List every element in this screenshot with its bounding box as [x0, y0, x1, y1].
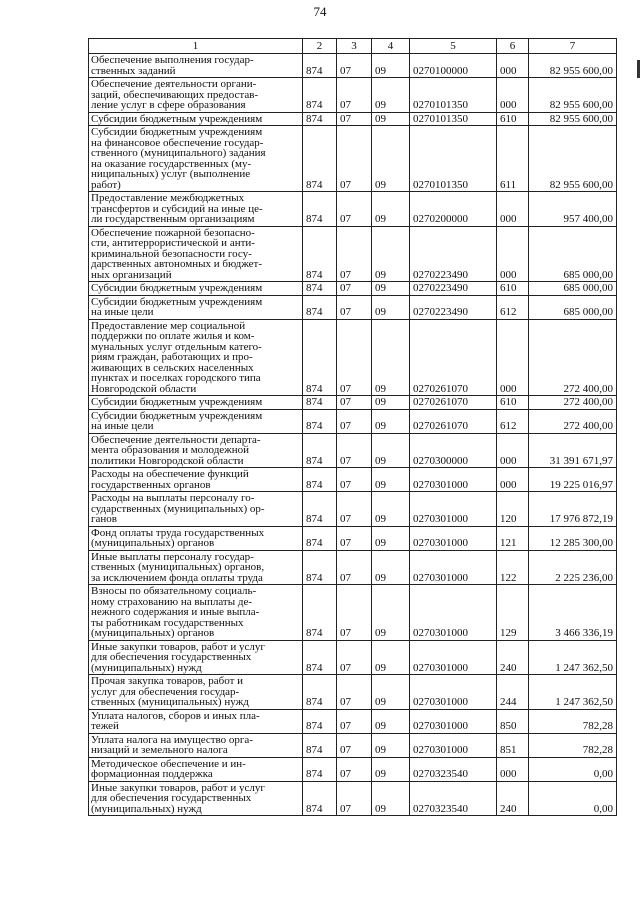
row-subsection-cell: 09 [372, 226, 410, 282]
row-code-cell: 874 [303, 112, 337, 126]
row-section-cell: 07 [337, 319, 372, 396]
table-row [89, 295, 617, 319]
row-subsection-cell: 09 [372, 112, 410, 126]
row-target-cell: 0270323540 [410, 781, 497, 816]
row-code-cell: 874 [303, 319, 337, 396]
table-row [89, 112, 617, 126]
row-section-cell: 07 [337, 295, 372, 319]
row-code-cell: 874 [303, 409, 337, 433]
row-type-cell: 611 [497, 126, 529, 192]
row-section-cell: 07 [337, 433, 372, 468]
row-subsection-cell: 09 [372, 409, 410, 433]
header-cell: 7 [529, 39, 617, 54]
header-cell: 5 [410, 39, 497, 54]
row-subsection-cell: 09 [372, 433, 410, 468]
row-amount-cell: 2 225 236,00 [529, 550, 617, 585]
row-subsection-cell: 09 [372, 640, 410, 675]
row-section-cell: 07 [337, 585, 372, 641]
row-type-cell: 000 [497, 757, 529, 781]
table-row [89, 126, 617, 192]
row-code-cell: 874 [303, 585, 337, 641]
row-amount-cell: 0,00 [529, 781, 617, 816]
row-type-cell: 610 [497, 396, 529, 410]
row-name-cell: Предоставление межбюджетных трансфертов и субсидий на иные це- ли государственным организациям [89, 192, 303, 227]
row-name-cell: Взносы по обязательному социаль- ному страхованию на выплаты де- нежного содержания и иные выпла- ты работникам государственных (муниципальных) органов [89, 585, 303, 641]
row-section-cell: 07 [337, 282, 372, 296]
row-code-cell: 874 [303, 295, 337, 319]
row-target-cell: 0270301000 [410, 675, 497, 710]
row-target-cell: 0270301000 [410, 468, 497, 492]
row-name-cell: Обеспечение выполнения государ- ственных заданий [89, 54, 303, 78]
table-row [89, 492, 617, 527]
row-name-cell: Иные выплаты персоналу государ- ственных (муниципальных) органов, за исключением фонда оплаты труда [89, 550, 303, 585]
row-target-cell: 0270261070 [410, 409, 497, 433]
header-cell: 2 [303, 39, 337, 54]
row-target-cell: 0270301000 [410, 550, 497, 585]
row-section-cell: 07 [337, 781, 372, 816]
table-row [89, 733, 617, 757]
row-name-cell: Субсидии бюджетным учреждениям [89, 396, 303, 410]
row-type-cell: 610 [497, 112, 529, 126]
row-code-cell: 874 [303, 733, 337, 757]
row-target-cell: 0270301000 [410, 585, 497, 641]
table-row [89, 757, 617, 781]
row-section-cell: 07 [337, 675, 372, 710]
table-row [89, 781, 617, 816]
row-amount-cell: 685 000,00 [529, 226, 617, 282]
row-section-cell: 07 [337, 409, 372, 433]
row-code-cell: 874 [303, 675, 337, 710]
row-subsection-cell: 09 [372, 468, 410, 492]
row-subsection-cell: 09 [372, 126, 410, 192]
row-amount-cell: 0,00 [529, 757, 617, 781]
table-row [89, 226, 617, 282]
row-target-cell: 0270323540 [410, 757, 497, 781]
row-code-cell: 874 [303, 126, 337, 192]
row-target-cell: 0270100000 [410, 54, 497, 78]
row-target-cell: 0270301000 [410, 640, 497, 675]
row-name-cell: Иные закупки товаров, работ и услуг для обеспечения государственных (муниципальных) нужд [89, 640, 303, 675]
table-row [89, 433, 617, 468]
row-type-cell: 000 [497, 468, 529, 492]
row-subsection-cell: 09 [372, 282, 410, 296]
row-subsection-cell: 09 [372, 733, 410, 757]
row-subsection-cell: 09 [372, 526, 410, 550]
row-name-cell: Субсидии бюджетным учреждениям [89, 112, 303, 126]
row-type-cell: 000 [497, 226, 529, 282]
row-code-cell: 874 [303, 192, 337, 227]
row-target-cell: 0270200000 [410, 192, 497, 227]
row-type-cell: 000 [497, 78, 529, 113]
table-row [89, 282, 617, 296]
row-type-cell: 000 [497, 54, 529, 78]
row-subsection-cell: 09 [372, 585, 410, 641]
row-subsection-cell: 09 [372, 550, 410, 585]
row-amount-cell: 272 400,00 [529, 319, 617, 396]
row-name-cell: Обеспечение пожарной безопасно- сти, антитеррористической и анти- криминальной безопасности госу- дарственных автономных и бюджет- ных организаций [89, 226, 303, 282]
row-subsection-cell: 09 [372, 192, 410, 227]
table-row [89, 192, 617, 227]
row-amount-cell: 31 391 671,97 [529, 433, 617, 468]
row-amount-cell: 685 000,00 [529, 295, 617, 319]
header-cell: 4 [372, 39, 410, 54]
row-subsection-cell: 09 [372, 54, 410, 78]
row-amount-cell: 82 955 600,00 [529, 78, 617, 113]
row-code-cell: 874 [303, 78, 337, 113]
table-row [89, 468, 617, 492]
row-subsection-cell: 09 [372, 78, 410, 113]
row-type-cell: 122 [497, 550, 529, 585]
row-type-cell: 240 [497, 640, 529, 675]
row-amount-cell: 685 000,00 [529, 282, 617, 296]
row-type-cell: 610 [497, 282, 529, 296]
row-section-cell: 07 [337, 78, 372, 113]
row-type-cell: 612 [497, 409, 529, 433]
table-row [89, 78, 617, 113]
row-target-cell: 0270261070 [410, 396, 497, 410]
row-name-cell: Иные закупки товаров, работ и услуг для обеспечения государственных (муниципальных) нужд [89, 781, 303, 816]
row-amount-cell: 82 955 600,00 [529, 112, 617, 126]
row-code-cell: 874 [303, 54, 337, 78]
table-row [89, 396, 617, 410]
row-amount-cell: 782,28 [529, 709, 617, 733]
row-section-cell: 07 [337, 126, 372, 192]
row-type-cell: 851 [497, 733, 529, 757]
table-row [89, 640, 617, 675]
row-name-cell: Предоставление мер социальной поддержки по оплате жилья и ком- мунальных услуг отдельным катего- риям граждан, работающих и про- живающих в сельских населенных пунктах и поселках городского типа Новгородской области [89, 319, 303, 396]
row-amount-cell: 1 247 362,50 [529, 640, 617, 675]
row-type-cell: 129 [497, 585, 529, 641]
header-cell: 1 [89, 39, 303, 54]
row-target-cell: 0270301000 [410, 709, 497, 733]
row-name-cell: Обеспечение деятельности органи- заций, обеспечивающих предостав- ление услуг в сфере образования [89, 78, 303, 113]
row-section-cell: 07 [337, 226, 372, 282]
row-code-cell: 874 [303, 433, 337, 468]
row-subsection-cell: 09 [372, 781, 410, 816]
row-target-cell: 0270261070 [410, 319, 497, 396]
row-target-cell: 0270301000 [410, 526, 497, 550]
row-code-cell: 874 [303, 709, 337, 733]
row-type-cell: 244 [497, 675, 529, 710]
row-section-cell: 07 [337, 54, 372, 78]
row-code-cell: 874 [303, 550, 337, 585]
table-row [89, 675, 617, 710]
row-amount-cell: 19 225 016,97 [529, 468, 617, 492]
row-type-cell: 000 [497, 192, 529, 227]
row-section-cell: 07 [337, 757, 372, 781]
row-subsection-cell: 09 [372, 396, 410, 410]
row-type-cell: 850 [497, 709, 529, 733]
row-target-cell: 0270223490 [410, 282, 497, 296]
row-code-cell: 874 [303, 226, 337, 282]
row-subsection-cell: 09 [372, 709, 410, 733]
row-section-cell: 07 [337, 468, 372, 492]
row-name-cell: Субсидии бюджетным учреждениям на иные цели [89, 409, 303, 433]
row-code-cell: 874 [303, 396, 337, 410]
row-subsection-cell: 09 [372, 757, 410, 781]
row-amount-cell: 782,28 [529, 733, 617, 757]
row-section-cell: 07 [337, 640, 372, 675]
row-section-cell: 07 [337, 396, 372, 410]
table-row [89, 585, 617, 641]
row-code-cell: 874 [303, 757, 337, 781]
row-amount-cell: 3 466 336,19 [529, 585, 617, 641]
budget-table [88, 38, 617, 816]
row-target-cell: 0270301000 [410, 733, 497, 757]
table-body [89, 54, 617, 816]
row-code-cell: 874 [303, 492, 337, 527]
row-section-cell: 07 [337, 192, 372, 227]
row-name-cell: Субсидии бюджетным учреждениям на иные цели [89, 295, 303, 319]
header-cell: 6 [497, 39, 529, 54]
row-code-cell: 874 [303, 526, 337, 550]
row-name-cell: Субсидии бюджетным учреждениям на финансовое обеспечение государ- ственного (муниципального) задания на оказание государственных (му- ниципальных) услуг (выполнение работ) [89, 126, 303, 192]
row-name-cell: Уплата налога на имущество орга- низаций и земельного налога [89, 733, 303, 757]
row-type-cell: 121 [497, 526, 529, 550]
row-section-cell: 07 [337, 733, 372, 757]
table-row [89, 550, 617, 585]
row-name-cell: Расходы на выплаты персоналу го- сударственных (муниципальных) ор- ганов [89, 492, 303, 527]
row-name-cell: Обеспечение деятельности департа- мента образования и молодежной политики Новгородской области [89, 433, 303, 468]
row-name-cell: Фонд оплаты труда государственных (муниципальных) органов [89, 526, 303, 550]
header-row [89, 39, 617, 54]
row-type-cell: 000 [497, 319, 529, 396]
row-target-cell: 0270223490 [410, 295, 497, 319]
row-section-cell: 07 [337, 550, 372, 585]
row-target-cell: 0270101350 [410, 112, 497, 126]
row-target-cell: 0270301000 [410, 492, 497, 527]
table-row [89, 409, 617, 433]
row-amount-cell: 1 247 362,50 [529, 675, 617, 710]
table-row [89, 526, 617, 550]
row-amount-cell: 957 400,00 [529, 192, 617, 227]
row-code-cell: 874 [303, 282, 337, 296]
row-name-cell: Расходы на обеспечение функций государственных органов [89, 468, 303, 492]
row-code-cell: 874 [303, 640, 337, 675]
row-section-cell: 07 [337, 492, 372, 527]
row-type-cell: 120 [497, 492, 529, 527]
table-row [89, 319, 617, 396]
row-type-cell: 612 [497, 295, 529, 319]
row-name-cell: Методическое обеспечение и ин- формационная поддержка [89, 757, 303, 781]
row-amount-cell: 82 955 600,00 [529, 126, 617, 192]
table-row [89, 54, 617, 78]
row-subsection-cell: 09 [372, 492, 410, 527]
row-amount-cell: 82 955 600,00 [529, 54, 617, 78]
row-amount-cell: 12 285 300,00 [529, 526, 617, 550]
row-name-cell: Субсидии бюджетным учреждениям [89, 282, 303, 296]
row-subsection-cell: 09 [372, 295, 410, 319]
row-subsection-cell: 09 [372, 319, 410, 396]
table-row [89, 709, 617, 733]
row-section-cell: 07 [337, 526, 372, 550]
row-code-cell: 874 [303, 781, 337, 816]
row-subsection-cell: 09 [372, 675, 410, 710]
row-type-cell: 000 [497, 433, 529, 468]
row-code-cell: 874 [303, 468, 337, 492]
header-cell: 3 [337, 39, 372, 54]
row-section-cell: 07 [337, 112, 372, 126]
row-target-cell: 0270101350 [410, 126, 497, 192]
row-type-cell: 240 [497, 781, 529, 816]
row-target-cell: 0270223490 [410, 226, 497, 282]
row-section-cell: 07 [337, 709, 372, 733]
row-amount-cell: 17 976 872,19 [529, 492, 617, 527]
budget-table-container [88, 38, 616, 816]
page-number: 74 [313, 4, 327, 19]
row-name-cell: Прочая закупка товаров, работ и услуг для обеспечения государ- ственных (муниципальных) нужд [89, 675, 303, 710]
row-amount-cell: 272 400,00 [529, 396, 617, 410]
row-name-cell: Уплата налогов, сборов и иных пла- тежей [89, 709, 303, 733]
row-amount-cell: 272 400,00 [529, 409, 617, 433]
row-target-cell: 0270300000 [410, 433, 497, 468]
row-target-cell: 0270101350 [410, 78, 497, 113]
